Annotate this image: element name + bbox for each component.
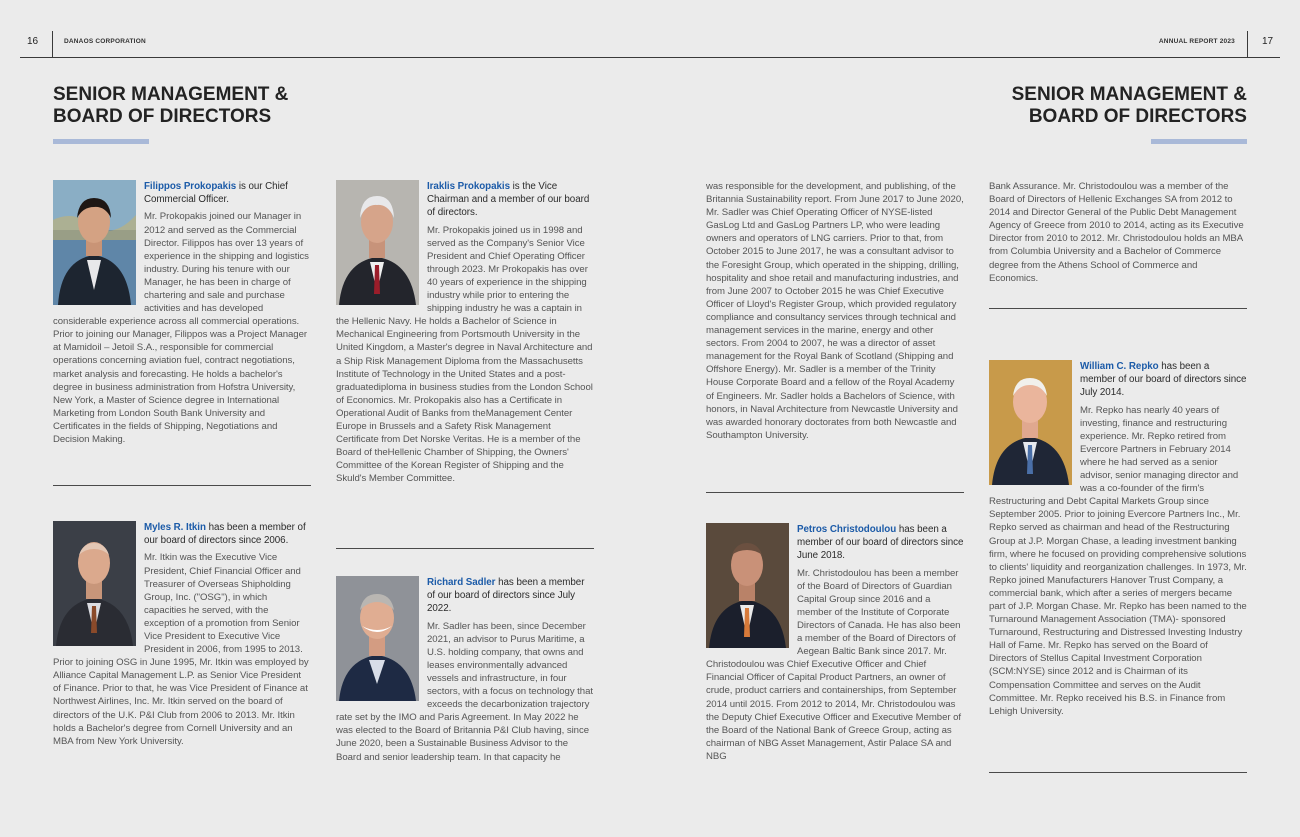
title-line-1: SENIOR MANAGEMENT & — [53, 84, 289, 105]
right-page-number: 17 — [1262, 36, 1274, 47]
bio-body: Mr. Christodoulou has been a member of the Board of Directors of Guardian Capital Group since 2016 and a member of the Institute of Corporate Directors of Canada. He has also been a member of the Board of Directors of Aegean Baltic Bank since 2017. Mr. Christodoulou was Chief Executive Officer and Chief Financial Officer of Capital Product Partners, an owner of crude, product carriers and containerships, from September 2014 until 2015. From 2012 to 2014, Mr. Christodoulou was the Deputy Chief Executive Officer and Executive Member of the Board of the National Bank of Greece Group, acting as chairman of NBG Asset Management, Astir Palace SA and NBG — [706, 567, 962, 762]
divider-col4-top — [989, 308, 1247, 309]
title-line-2: BOARD OF DIRECTORS — [1028, 106, 1247, 127]
bio-richard-sadler — [336, 576, 594, 764]
header-divider-right — [1247, 31, 1248, 58]
company-label: DANAOS CORPORATION — [64, 38, 146, 45]
bio-myles-itkin — [53, 521, 311, 748]
page-title-right — [1012, 84, 1247, 128]
portrait-filippos-prokopakis — [53, 180, 136, 305]
bio-body: Mr. Prokopakis joined our Manager in 2012 and served as the Commercial Director. Filippos has over 13 years of experience in the shipping and logistics industry. During his tenure with our Manager, he has been in charge of chartering and sale and purchase activities and has developed considerable experience across all commercial operations. Prior to joining our Manager, Filippos was a Project Manager at Mamidoil – Jetoil S.A., responsible for commercial operations concerning aviation fuel, contract negotiations, market analysis and forecasting. He holds a bachelor's degree in business administration from Hofstra University, New York, a Master of Science degree in International Marketing from London South Bank University and Certificates in the fields of Shipping, Negotiations and Decision Making. — [53, 211, 309, 445]
bio-name: Iraklis Prokopakis — [427, 181, 510, 192]
title-line-1: SENIOR MANAGEMENT & — [1011, 84, 1247, 105]
bio-william-repko — [989, 360, 1247, 718]
header-rule — [20, 57, 1280, 58]
title-accent-bar-left — [53, 139, 149, 144]
title-accent-bar-right — [1151, 139, 1247, 144]
bio-body: Mr. Sadler has been, since December 2021, an advisor to Purus Maritime, a U.S. holding company, that owns and leases environmentally advanced vessels and infrastructure, in four sectors, with a focus on technology that exceeds the decarbonization trajectory rate set by the IMO and Paris Agreement. In May 2022 he was elected to the Board of Britannia P&I Club having, since June 2020, been a Sustainable Business Advisor to the Board and senior leadership team. In that capacity he — [336, 620, 593, 763]
bio-body: was responsible for the development, and publishing, of the Britannia Sustainability report. From June 2017 to June 2020, Mr. Sadler was Chief Operating Officer of NYSE-listed GasLog Ltd and GasLog Partners LP, who were leading owners and operators of LNG carriers. Prior to that, from October 2015 to June 2017, he was a consultant advisor to the Foresight Group, which operated in the shipping, drilling, hospitality and shoe retail and manufacturing industries, and from June 2007 to October 2015 he was Chief Executive Officer of Lloyd's Register Group, which provided regulatory compliance and consultancy services through technical and management services in the marine, energy and other sectors. From 2004 to 2007, he was a director of asset management for the Royal Bank of Scotland (Shipping and Offshore Energy). Mr. Sadler is a member of the Trinity House Corporate Board and a fellow of the Royal Academy of Engineers. Mr. Sadler holds a Bachelors of Science, with honors, in Naval Architecture from Newcastle University and was awarded honorary doctorates from both Newcastle and Southampton University. — [706, 181, 964, 441]
bio-role: has been a member of our board of directors since 2006. — [144, 522, 306, 547]
bio-filippos-prokopakis — [53, 180, 311, 446]
bio-role: is our Chief Commercial Officer. — [144, 181, 288, 206]
bio-name: Petros Christodoulou — [797, 524, 897, 535]
page-title-left — [53, 84, 288, 128]
left-page-number: 16 — [27, 36, 39, 47]
divider-col4-bottom — [989, 772, 1247, 773]
divider-col1 — [53, 485, 311, 486]
bio-role: has been a member of our board of directors since June 2018. — [797, 524, 964, 562]
divider-col2 — [336, 548, 594, 549]
bio-name: Richard Sadler — [427, 577, 496, 588]
portrait-richard-sadler — [336, 576, 419, 701]
bio-name: William C. Repko — [1080, 361, 1159, 372]
bio-petros-christodoulou — [706, 523, 964, 763]
portrait-petros-christodoulou — [706, 523, 789, 648]
bio-petros-christodoulou-continued — [989, 180, 1247, 285]
bio-role: has been a member of our board of directors since July 2014. — [1080, 361, 1247, 399]
bio-iraklis-prokopakis — [336, 180, 594, 485]
bio-body: Mr. Repko has nearly 40 years of investing, finance and restructuring experience. Mr. Repko retired from Evercore Partners in February 2014 where he had served as a senior advisor, senior managing director and was a co-founder of the firm's Restructuring and Debt Capital Markets Group since September 2005. Prior to joining Evercore Partners Inc., Mr. Repko served as chairman and head of the Restructuring Group at J.P. Morgan Chase, a leading investment banking firm, where he focused on providing comprehensive solutions to clients' liquidity and reorganization challenges. In 1973, Mr. Repko joined Manufacturers Hanover Trust Company, a commercial bank, which after a series of mergers became part of J.P. Morgan Chase. Mr. Repko has been named to the Turnaround Management Association (TMA)- sponsored Turnaround, Restructuring and Distressed Investing Industry Hall of Fame. Mr. Repko has served on the Board of Directors of Stellus Capital Investment Corporation (SCM:NYSE) since 2012 and is Chairman of its Compensation Committee and serves on the Audit Committee. Mr. Repko received his B.S. in Finance from Lehigh University. — [989, 404, 1247, 717]
report-label: ANNUAL REPORT 2023 — [1158, 38, 1235, 45]
portrait-iraklis-prokopakis — [336, 180, 419, 305]
header-divider-left — [52, 31, 53, 58]
bio-name: Myles R. Itkin — [144, 522, 206, 533]
bio-role: has been a member of our board of directors since July 2022. — [427, 577, 585, 615]
portrait-myles-itkin — [53, 521, 136, 646]
portrait-william-repko — [989, 360, 1072, 485]
divider-col3 — [706, 492, 964, 493]
title-line-2: BOARD OF DIRECTORS — [53, 106, 272, 127]
bio-richard-sadler-continued — [706, 180, 964, 442]
bio-body: Bank Assurance. Mr. Christodoulou was a member of the Board of Directors of Hellenic Exchanges SA from 2012 to 2014 and Director General of the Public Debt Management Agency of Greece from 2010 to 2014, acting as its Executive Director from 2010 to 2012. Mr. Christodoulou holds an MBA from Columbia University and a Bachelor of Commerce degree from the Athens School of Commerce and Economics. — [989, 181, 1244, 284]
bio-body: Mr. Itkin was the Executive Vice President, Chief Financial Officer and Treasurer of Overseas Shipholding Group, Inc. ("OSG"), in which capacities he served, with the exception of a promotion from Senior Vice President to Executive Vice President in 2006, from 1995 to 2013. Prior to joining OSG in June 1995, Mr. Itkin was employed by Alliance Capital Management L.P. as Senior Vice President of Finance. Prior to that, he was Vice President of Finance at Northwest Airlines, Inc. Mr. Itkin served on the board of directors of the U.K. P&I Club from 2006 to 2013. Mr. Itkin holds a Bachelor's degree from Cornell University and an MBA from New York University. — [53, 552, 309, 747]
bio-body: Mr. Prokopakis joined us in 1998 and served as the Company's Senior Vice President and Chief Operating Officer through 2023. Mr Prokopakis has over 40 years of experience in the shipping industry while prior to entering the shipping industry he was a captain in the Hellenic Navy. He holds a Bachelor of Science in Mechanical Engineering from Portsmouth University in the United Kingdom, a Master's degree in Naval Architecture and a Ship Risk Management Diploma from the Massachusetts Institute of Technology in the United States and a post-graduatediploma in business studies from the London School of Economics. Mr. Prokopakis also has a Certificate in Operational Audit of Banks from theManagement Center Europe in Brussels and a Safety Risk Management Certificate from Det Norske Veritas. He is a member of the Board of theHellenic Chamber of Shipping, the Owners' Committee of the Korean Register of Shipping and the Skuld's Member Committee. — [336, 224, 593, 485]
bio-role: is the Vice Chairman and a member of our board of directors. — [427, 181, 590, 219]
bio-name: Filippos Prokopakis — [144, 181, 237, 192]
